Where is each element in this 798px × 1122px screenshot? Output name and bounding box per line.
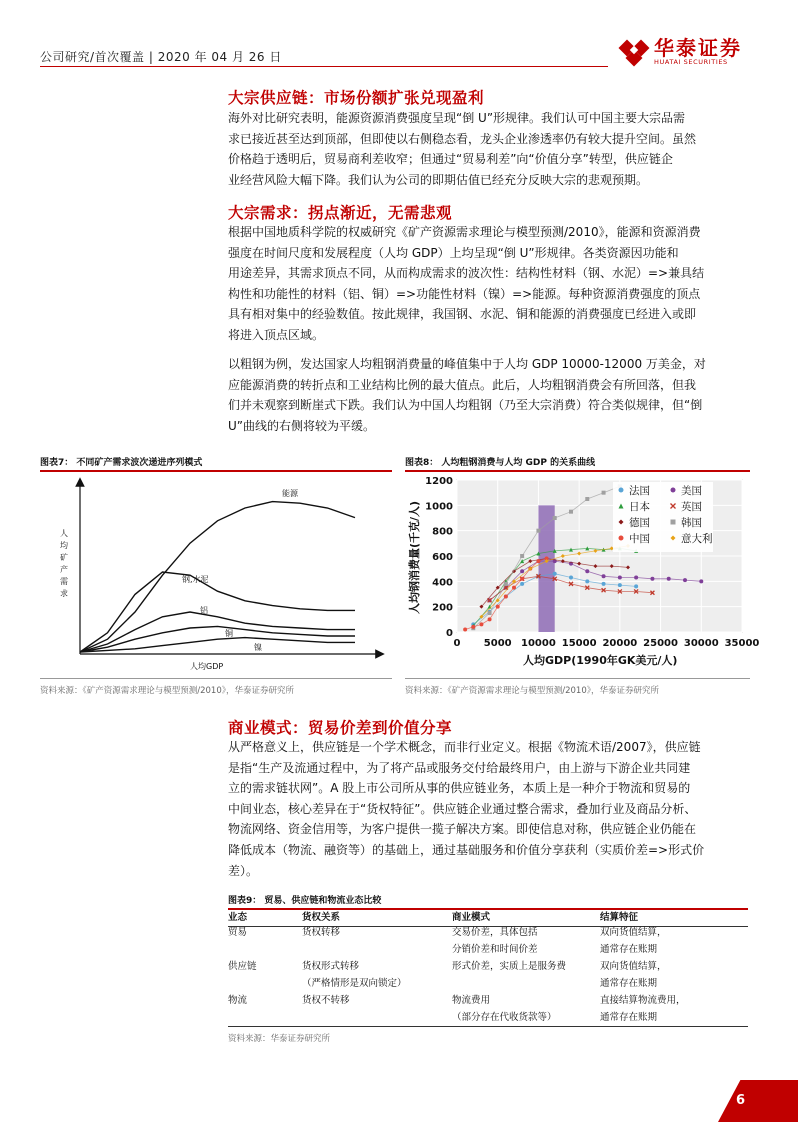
figure8-point <box>699 579 703 583</box>
figure8-source: 资料来源：《矿产资源需求理论与模型预测/2010》，华泰证券研究所 <box>405 686 659 696</box>
figure7-y-label-char: 均 <box>60 541 68 550</box>
figure8-legend-label: 德国 <box>629 517 650 529</box>
figure8-x-tick-label: 0 <box>453 638 461 649</box>
text-line: 业经营风险大幅下降。我们认为公司的即期估值已经充分反映大宗的悲观预期。 <box>228 172 649 187</box>
text-line: 海外对比研究表明，能源资源消费强度呈现“倒 U”形规律。我们认可中国主要大宗品需 <box>228 111 686 125</box>
figure7-label-nickel: 镍 <box>254 643 262 652</box>
text-line: 降低成本（物流、融资等）的基础上，通过基础服务和价值分享获利（实质价差=>形式价 <box>228 842 705 857</box>
figure7-label-aluminum: 铝 <box>200 606 208 615</box>
figure8-x-tick-label: 10000 <box>521 638 556 649</box>
page-number-badge <box>718 1080 798 1122</box>
figure8-point <box>618 576 622 580</box>
text-line: 强度在时间尺度和发展程度（人均 GDP）上均呈现“倒 U”形规律。各类资源因功能和 <box>228 245 679 260</box>
figure8-x-tick-label: 15000 <box>561 638 597 649</box>
figure7-label-copper: 铜 <box>225 629 233 638</box>
figure8-point <box>553 516 557 520</box>
figure7-bottom-rule <box>40 678 392 679</box>
table-cell: 物流费用 <box>452 995 491 1006</box>
table9-source: 资料来源：华泰证券研究所 <box>228 1034 331 1044</box>
table-cell: （严格情形是双向锁定） <box>302 978 407 989</box>
table-cell: 直接结算物流费用， <box>600 995 686 1006</box>
figure8-y-ticks <box>425 476 453 639</box>
table-cell: 双向货值结算， <box>600 961 667 972</box>
text-line: 物流网络、资金信用等，为客户提供一揽子解决方案。即使信息对称，供应链企业仍能在 <box>228 822 697 837</box>
figure8-point <box>520 577 524 581</box>
header-text: 公司研究/首次覆盖 | 2020 年 04 月 26 日 <box>40 50 282 64</box>
table-cell: 双向货值结算， <box>600 927 667 938</box>
text-line: 具有相对集中的经验数值。按此规律，我国钢、水泥、铜和能源的消费强度已经进入或即 <box>228 307 697 322</box>
figure8-x-tick-label: 30000 <box>683 638 719 649</box>
table-cell: 物流 <box>228 995 248 1006</box>
figure8-point <box>488 611 492 615</box>
figure8-legend-label: 韩国 <box>681 517 702 529</box>
figure8-y-label: 人均钢消费量(千克/人) <box>408 500 421 614</box>
figure8-x-ticks <box>454 638 760 649</box>
figure8-legend-label: 日本 <box>629 501 650 513</box>
figure8-point <box>569 576 573 580</box>
figure8-point <box>520 554 524 558</box>
figure7-curve-4 <box>80 638 355 652</box>
logo-chinese: 华泰证券 <box>654 36 742 60</box>
figure8-legend-label: 中国 <box>629 533 650 545</box>
figure8-bottom-rule <box>405 678 750 679</box>
figure8-legend-marker <box>671 520 676 525</box>
figure7-label-steel: 钢,水泥 <box>182 575 209 584</box>
figure8-legend-marker <box>619 488 624 493</box>
logo-english: HUATAI SECURITIES <box>654 58 728 66</box>
section-title-business-model: 商业模式：贸易价差到价值分享 <box>228 719 453 737</box>
figure8-caption: 图表8： 人均粗钢消费与人均 GDP 的关系曲线 <box>405 458 596 468</box>
figure8-point <box>585 497 589 501</box>
figure7-y-label-char: 需 <box>60 577 68 586</box>
figure8-point <box>618 583 622 587</box>
figure8-point <box>520 569 524 573</box>
huatai-logo-icon <box>620 34 650 68</box>
table-cell: 通常存在账期 <box>600 1012 658 1023</box>
page-number: 6 <box>736 1093 746 1108</box>
figure8-legend-marker <box>671 488 676 493</box>
table-header-type: 业态 <box>228 912 248 923</box>
figure7-curve-2 <box>80 612 355 652</box>
text-line: 构性和功能性的材料（铝、铜）=>功能性材料（镍）=>能源。每种资源消费强度的顶点 <box>228 286 701 301</box>
figure8-point <box>520 582 524 586</box>
figure8-legend-label: 法国 <box>629 485 650 497</box>
figure7-y-label-char: 矿 <box>60 553 68 562</box>
figure8-x-label: 人均GDP(1990年GK美元/人) <box>523 654 678 667</box>
figure8-x-tick-label: 20000 <box>602 638 638 649</box>
figure8-point <box>471 625 475 629</box>
table-cell: 供应链 <box>228 961 257 972</box>
text-line: 中间业态，核心差异在于“货权特征”。供应链企业通过整合需求，叠加行业及商品分析、 <box>228 801 697 816</box>
figure8-legend-label: 意大利 <box>681 533 713 545</box>
figure8-y-tick-label: 1200 <box>425 476 453 487</box>
figure7-y-label-char: 产 <box>60 565 68 574</box>
figure8-point <box>512 586 516 590</box>
figure8-legend-label: 英国 <box>681 501 702 513</box>
figure8-point <box>569 510 573 514</box>
figure7-y-label-char: 求 <box>60 589 68 598</box>
figure8-legend-label: 美国 <box>681 485 702 497</box>
figure8-x-tick-label: 25000 <box>643 638 678 649</box>
figure8-y-tick-label: 600 <box>432 552 453 563</box>
text-line: 以粗钢为例，发达国家人均粗钢消费量的峰值集中于人均 GDP 10000-12000 万美金，对 <box>228 357 706 371</box>
table-cell: 货权转移 <box>302 927 341 938</box>
section-title-supply-chain: 大宗供应链：市场份额扩张兑现盈利 <box>228 89 485 107</box>
table-cell: 通常存在账期 <box>600 944 658 955</box>
figure7-x-label: 人均GDP <box>190 662 224 671</box>
section-title-demand: 大宗需求：拐点渐近，无需悲观 <box>228 204 453 222</box>
figure8-point <box>463 627 467 631</box>
table-cell: 通常存在账期 <box>600 978 658 989</box>
figure8-point <box>504 595 508 599</box>
figure7-source: 资料来源：《矿产资源需求理论与模型预测/2010》，华泰证券研究所 <box>40 686 294 696</box>
figure8-point <box>602 491 606 495</box>
figure8-point <box>504 582 508 586</box>
figure8-y-tick-label: 1000 <box>425 501 453 513</box>
text-line: 根据中国地质科学院的权威研究《矿产资源需求理论与模型预测/2010》，能源和资源消费 <box>228 225 701 239</box>
table-cell: （部分存在代收货款等） <box>452 1012 557 1023</box>
figure7-curve-1 <box>80 572 355 652</box>
table-cell: 贸易 <box>228 927 248 938</box>
figure8-legend-marker <box>619 536 624 541</box>
table9-caption: 图表9： 贸易、供应链和物流业态比较 <box>228 896 382 906</box>
figure8-point <box>602 574 606 578</box>
table-cell: 分销价差和时间价差 <box>452 944 538 955</box>
figure8-x-tick-label: 5000 <box>483 638 512 649</box>
figure8-chart <box>405 474 760 674</box>
text-line: 将进入顶点区域。 <box>228 327 325 342</box>
table-header-settlement: 结算特征 <box>600 912 639 923</box>
figure8-point <box>667 577 671 581</box>
text-line: 应能源消费的转折点和工业结构比例的最大值点。此后，人均粗钢消费会有所回落，但我 <box>228 377 697 392</box>
header-divider <box>40 66 608 67</box>
figure8-point <box>496 605 500 609</box>
figure8-point <box>650 577 654 581</box>
table-header-model: 商业模式 <box>452 912 491 923</box>
figure8-rule <box>405 470 750 472</box>
figure8-point <box>602 582 606 586</box>
figure8-point <box>536 559 540 563</box>
figure7-y-label <box>60 528 68 598</box>
table-cell: 货权形式转移 <box>302 961 360 972</box>
paragraph-business-model <box>228 737 750 881</box>
figure8-y-tick-label: 200 <box>432 602 453 614</box>
figure7-rule <box>40 470 392 472</box>
table-cell: 交易价差，具体包括 <box>452 927 538 938</box>
table-cell: 货权不转移 <box>302 995 350 1006</box>
text-line: 价格趋于透明后，贸易商利差收窄；但通过“贸易利差”向“价值分享”转型，供应链企 <box>228 152 673 167</box>
figure8-point <box>634 576 638 580</box>
text-line: 差）。 <box>228 863 259 878</box>
text-line: 求已接近甚至达到顶部，但即使以右侧稳态看，龙头企业渗透率仍有较大提升空间。虽然 <box>228 131 697 146</box>
figure7-caption: 图表7： 不同矿产需求波次递进序列模式 <box>40 458 203 468</box>
figure8-point <box>585 579 589 583</box>
text-line: 立的需求链状网”。A 股上市公司所从事的供应链业务，本质上是一种介于物流和贸易的 <box>228 781 691 796</box>
figure8-point <box>553 572 557 576</box>
text-line: 们并未观察到断崖式下跌。我们认为中国人均粗钢（乃至大宗消费）符合类似规律，但“倒 <box>228 398 703 413</box>
table9-bottom-rule <box>228 1026 748 1027</box>
paragraph-supply-chain <box>228 108 750 190</box>
figure8-y-tick-label: 800 <box>432 526 453 538</box>
text-line: 用途差异，其需求顶点不同，从而构成需求的波次性：结构性材料（钢、水泥）=>兼具结 <box>228 266 705 281</box>
table-header-ownership: 货权关系 <box>302 912 341 923</box>
figure8-y-tick-label: 0 <box>446 628 453 639</box>
figure8-x-tick-label: 35000 <box>724 638 760 649</box>
text-line: U”曲线的右侧将较为平缓。 <box>228 418 376 433</box>
table-cell: 形式价差，实质上是服务费 <box>452 961 567 972</box>
paragraph-demand-1 <box>228 222 750 346</box>
figure7-label-energy: 能源 <box>282 489 298 498</box>
figure7-y-label-char: 人 <box>60 529 68 538</box>
paragraph-demand-2 <box>228 354 750 436</box>
figure8-y-tick-label: 400 <box>432 577 453 589</box>
figure8-point <box>488 617 492 621</box>
figure8-point <box>536 529 540 533</box>
figure8-point <box>479 622 483 626</box>
figure8-point <box>683 578 687 582</box>
text-line: 从严格意义上，供应链是一个学术概念，而非行业定义。根据《物流术语/2007》，供应链 <box>228 740 701 754</box>
text-line: 是指“生产及流通过程中，为了将产品或服务交付给最终用户，由上游与下游企业共同建 <box>228 760 691 775</box>
figure8-point <box>634 584 638 588</box>
figure8-point <box>585 569 589 573</box>
figure7-chart <box>40 474 392 679</box>
figure7-curves <box>80 502 355 652</box>
brand-logo <box>620 32 760 72</box>
